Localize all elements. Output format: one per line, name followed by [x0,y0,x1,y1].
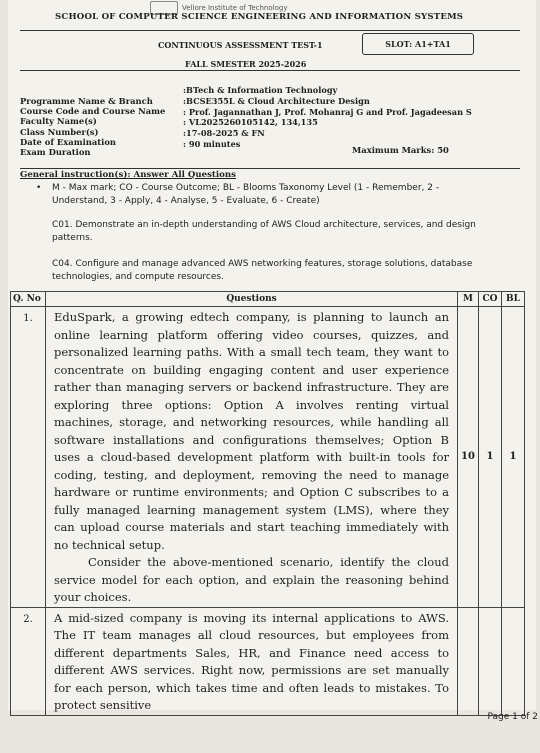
question-table [10,291,525,716]
header-bl: BL [502,292,525,307]
label-class: Class Number(s) [20,126,99,137]
test-title: CONTINUOUS ASSESSMENT TEST-1 [158,40,323,50]
question-marks [458,607,479,715]
slot-box: SLOT: A1+TA1 [362,33,474,55]
question-number: 2. [11,607,46,715]
label-date: Date of Examination [20,136,116,147]
header-qno: Q. No [11,292,46,307]
divider [20,168,520,169]
legend-text: M - Max mark; CO - Course Outcome; BL - Blooms Taxonomy Level (1 - Remember, 2 - Understand, 3 - Apply, 4 - Analyse, 5 - Evaluate, 6 - Create) [52,183,440,206]
divider [20,30,520,31]
question-body: A mid-sized company is moving its internal applications to AWS. The IT team manages all cloud resources, but employees from different departments Sales, HR, and Finance need access to different AWS services. Right now, permissions are set manually for each person, which takes time and often leads to mistakes. To protect sensitive [54,610,449,712]
general-instructions [20,170,236,180]
header-questions: Questions [46,292,458,307]
divider [20,70,520,71]
max-marks: Maximum Marks: 50 [352,145,449,155]
table-header-row [11,292,525,307]
header-m: M [458,292,479,307]
course-outcome-1: C01. Demonstrate an in-depth understanding of AWS Cloud architecture, services, and design patterns. [52,220,476,243]
legend-bullet [38,182,490,208]
label-course: Course Code and Course Name [20,106,166,117]
question-co: 1 [479,307,502,608]
value-faculty: : Prof. Jagannathan J, Prof. Mohanraj G and Prof. Jagadeesan S [183,106,472,117]
value-course: :BCSE355L & Cloud Architecture Design [183,95,370,106]
question-body: EduSpark, a growing edtech company, is planning to launch an online learning platform offering video courses, quizzes, and personalized learning paths. With a small tech team, they want to concentrate on building engaging content and user experience rather than managing servers or backend infrastructure. They are exploring three options: Option A involves renting virtual machines, storage, and networking resources, while handling all software installations and configurations themselves; Option B uses a cloud-based development platform with built-in tools for coding, testing, and deployment, removing the need to manage hardware or runtime environments; and Option C subscribes to a fully managed learning management system (LMS), where they can upload course materials and start teaching immediately with no technical setup. [54,310,449,552]
table-row [11,307,525,608]
value-programme: :BTech & Information Technology [183,85,338,95]
course-outcome-4: C04. Configure and manage advanced AWS networking features, storage solutions, database technologies, and compute resources. [52,259,473,282]
question-text [46,307,458,608]
page-footer: Page 1 of 2 [487,712,538,722]
school-name: SCHOOL OF COMPUTER SCIENCE ENGINEERING AND INFORMATION SYSTEMS [55,12,464,22]
question-co [479,607,502,715]
label-faculty: Faculty Name(s) [20,116,97,127]
value-duration: : 90 minutes [183,138,241,149]
value-class: : VL2025260105142, 134,135 [183,117,318,128]
logo-text: Vellore Institute of Technology [182,4,288,12]
table-row [11,607,525,715]
general-instructions-text: General instruction(s): Answer All Questions [20,170,236,180]
bullet-icon: • [36,183,42,193]
semester: FALL SMESTER 2025-2026 [185,59,307,69]
value-date: :17-08-2025 & FN [183,128,265,139]
label-programme: Programme Name & Branch [20,96,153,106]
question-bl [502,607,525,715]
question-marks: 10 [458,307,479,608]
question-bl: 1 [502,307,525,608]
question-task: Consider the above-mentioned scenario, identify the cloud service model for each option, and explain the reasoning behind your choices. [54,555,449,604]
meta-values [183,85,472,150]
question-text [46,607,458,715]
question-number: 1. [11,307,46,608]
label-duration: Exam Duration [20,147,91,158]
meta-labels [20,96,165,157]
header-co: CO [479,292,502,307]
